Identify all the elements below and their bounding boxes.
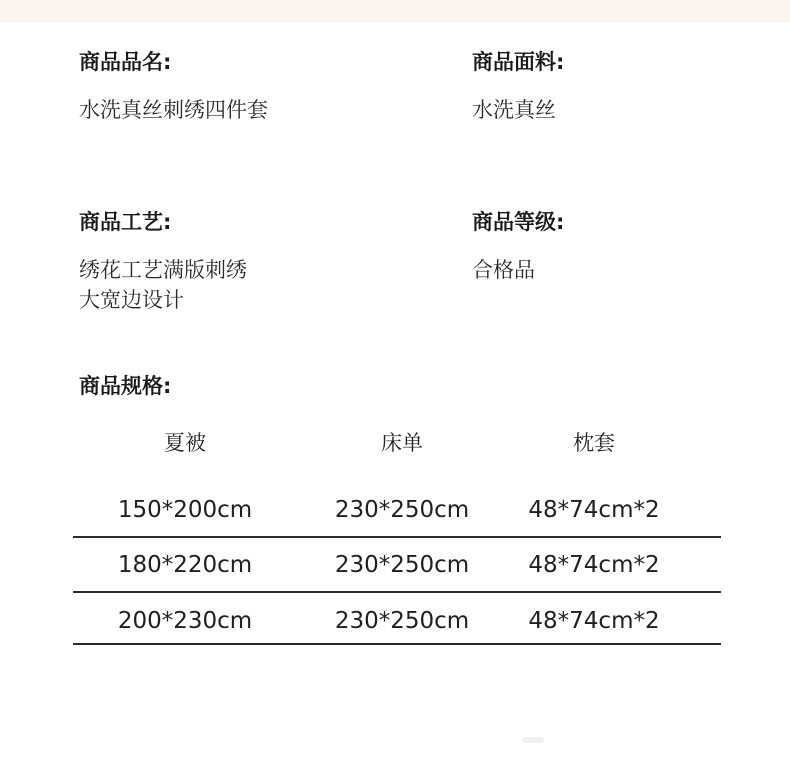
cell-sheet-size: 230*250cm [334, 497, 470, 523]
cell-sheet-size: 230*250cm [334, 552, 470, 578]
cell-duvet-size: 180*220cm [117, 552, 253, 578]
product-craft-field [79, 212, 247, 315]
header-duvet: 夏被 [164, 431, 206, 455]
cell-pillowcase-size: 48*74cm*2 [528, 608, 660, 634]
product-craft-label: 商品工艺: [79, 210, 172, 234]
product-grade-field [472, 212, 564, 285]
top-band [0, 0, 790, 22]
product-grade-label: 商品等级: [472, 210, 565, 234]
cell-duvet-size: 200*230cm [117, 608, 253, 634]
product-craft-value [79, 255, 247, 315]
product-grade-value: 合格品 [472, 258, 535, 282]
row-divider [73, 536, 721, 538]
product-fabric-label: 商品面料: [472, 50, 565, 74]
faint-mark [522, 737, 544, 743]
cell-sheet-size: 230*250cm [334, 608, 470, 634]
product-craft-line-2: 大宽边设计 [79, 288, 184, 312]
cell-pillowcase-size: 48*74cm*2 [528, 497, 660, 523]
row-divider [73, 643, 721, 645]
cell-pillowcase-size: 48*74cm*2 [528, 552, 660, 578]
cell-duvet-size: 150*200cm [117, 497, 253, 523]
product-fabric-field [472, 52, 564, 125]
product-name-label: 商品品名: [79, 50, 172, 74]
header-pillowcase: 枕套 [573, 431, 615, 455]
product-name-field [79, 52, 268, 125]
row-divider [73, 591, 721, 593]
product-craft-line-1: 绣花工艺满版刺绣 [79, 258, 247, 282]
product-spec-label: 商品规格: [79, 374, 172, 398]
header-sheet: 床单 [381, 431, 423, 455]
product-fabric-value: 水洗真丝 [472, 98, 556, 122]
product-name-value: 水洗真丝刺绣四件套 [79, 98, 268, 122]
